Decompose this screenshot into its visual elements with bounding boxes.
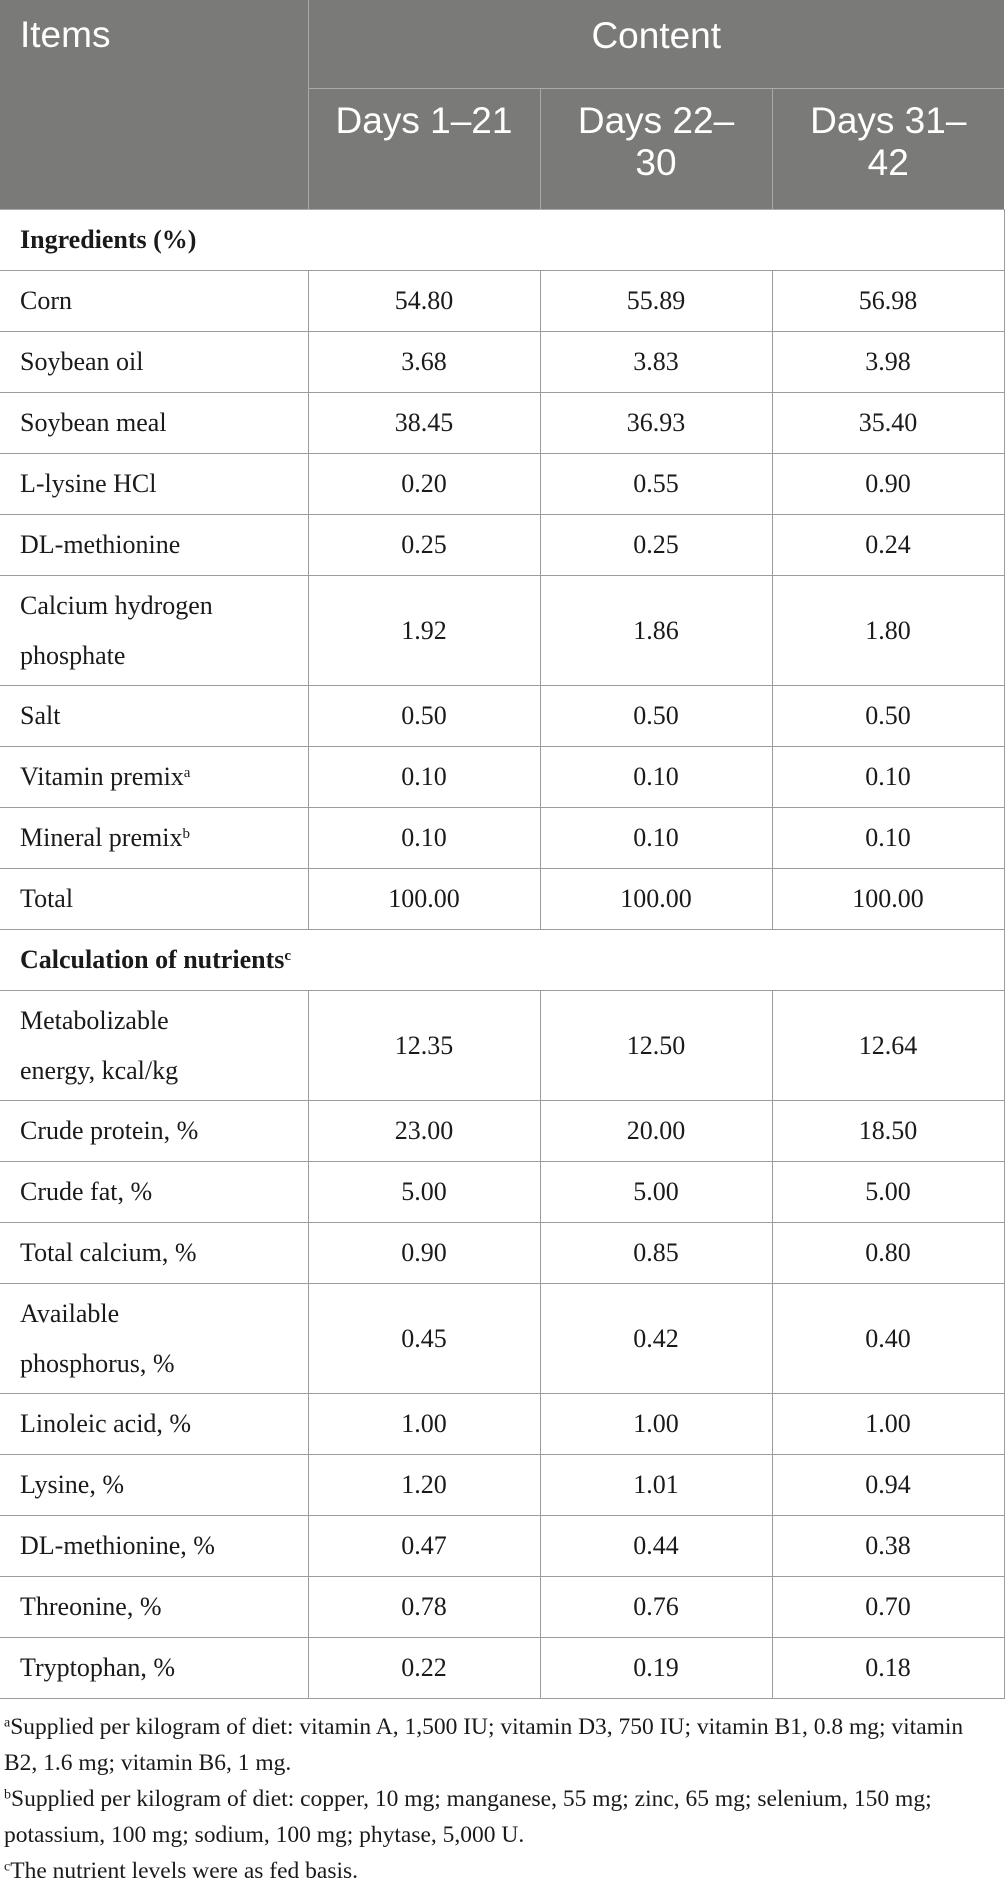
nutrient-row-value-period-2: 12.50 (540, 991, 772, 1101)
footnote-text: Supplied per kilogram of diet: copper, 10 mg; manganese, 55 mg; zinc, 65 mg; selenium, 150 mg; potassium, 100 mg; sodium, 100 mg; phytase, 5,000 U. (4, 1786, 932, 1848)
nutrient-row-value-period-3: 1.00 (772, 1394, 1004, 1455)
ingredient-row-value-period-2: 55.89 (540, 271, 772, 332)
nutrient-row (0, 1284, 1004, 1394)
ingredient-row (0, 808, 1004, 869)
ingredient-row-value-period-1: 3.68 (308, 332, 540, 393)
nutrient-row-value-period-3: 12.64 (772, 991, 1004, 1101)
footnote-text: The nutrient levels were as fed basis. (10, 1858, 359, 1884)
ingredient-row-label (0, 576, 308, 686)
nutrient-row-value-period-3: 0.70 (772, 1577, 1004, 1638)
nutrient-row-value-period-2: 5.00 (540, 1162, 772, 1223)
nutrient-row-name: Tryptophan, % (20, 1653, 176, 1682)
nutrient-row-value-period-1: 5.00 (308, 1162, 540, 1223)
nutrients-section-label: Calculation of nutrients (20, 945, 285, 974)
header-period-1: Days 1–21 (308, 89, 540, 210)
nutrients-section-heading (0, 930, 1004, 991)
footnote-b (4, 1781, 994, 1853)
ingredient-row-value-period-2: 0.10 (540, 747, 772, 808)
nutrient-row (0, 1577, 1004, 1638)
nutrient-row-value-period-2: 0.44 (540, 1516, 772, 1577)
ingredient-row-label (0, 747, 308, 808)
nutrient-row-value-period-1: 0.47 (308, 1516, 540, 1577)
nutrient-row-value-period-2: 1.00 (540, 1394, 772, 1455)
nutrient-row-value-period-2: 0.19 (540, 1638, 772, 1699)
header-content: Content (308, 0, 1004, 89)
nutrient-row-value-period-1: 1.00 (308, 1394, 540, 1455)
ingredient-row-footnote-mark: a (183, 764, 191, 781)
nutrient-row-value-period-3: 5.00 (772, 1162, 1004, 1223)
ingredient-row-value-period-2: 0.25 (540, 515, 772, 576)
nutrient-row (0, 1101, 1004, 1162)
ingredient-row-value-period-3: 3.98 (772, 332, 1004, 393)
nutrient-row-label (0, 1223, 308, 1284)
footnotes (0, 1699, 998, 1889)
ingredient-row-footnote-mark: b (182, 825, 190, 842)
table-body (0, 210, 1004, 1699)
nutrient-row-label (0, 1516, 308, 1577)
ingredient-row-value-period-3: 0.90 (772, 454, 1004, 515)
ingredients-section-heading (0, 210, 1004, 271)
ingredient-row-label (0, 686, 308, 747)
ingredient-row-value-period-1: 38.45 (308, 393, 540, 454)
nutrient-row-value-period-1: 1.20 (308, 1455, 540, 1516)
ingredient-row-value-period-1: 0.10 (308, 808, 540, 869)
nutrient-row-name: Total calcium, % (20, 1238, 197, 1267)
ingredient-row-value-period-2: 3.83 (540, 332, 772, 393)
ingredient-row-value-period-2: 36.93 (540, 393, 772, 454)
ingredient-row-name: Vitamin premix (20, 762, 184, 791)
nutrient-row-value-period-3: 0.18 (772, 1638, 1004, 1699)
ingredient-row-value-period-3: 35.40 (772, 393, 1004, 454)
ingredient-row-label (0, 808, 308, 869)
ingredients-section-label: Ingredients (%) (20, 225, 197, 254)
nutrient-row-name: Crude protein, % (20, 1116, 199, 1145)
ingredient-row-label (0, 332, 308, 393)
nutrient-row-name: DL-methionine, % (20, 1531, 215, 1560)
ingredient-row-value-period-1: 0.10 (308, 747, 540, 808)
ingredient-row-name: DL-methionine (20, 530, 181, 559)
ingredient-row-value-period-1: 54.80 (308, 271, 540, 332)
ingredient-row (0, 576, 1004, 686)
ingredient-row-value-period-2: 1.86 (540, 576, 772, 686)
nutrient-row-value-period-2: 0.76 (540, 1577, 772, 1638)
nutrient-row-label (0, 1284, 308, 1394)
ingredient-row-value-period-3: 0.50 (772, 686, 1004, 747)
nutrient-row (0, 1394, 1004, 1455)
nutrient-row-value-period-2: 1.01 (540, 1455, 772, 1516)
footnote-mark: b (4, 1787, 11, 1803)
ingredient-row-label (0, 393, 308, 454)
nutrient-row-value-period-3: 0.40 (772, 1284, 1004, 1394)
nutrients-section-footnote-mark: c (284, 947, 292, 964)
ingredient-row-label (0, 271, 308, 332)
ingredient-row (0, 747, 1004, 808)
nutrient-row-value-period-1: 0.22 (308, 1638, 540, 1699)
ingredient-row-value-period-2: 0.50 (540, 686, 772, 747)
nutrient-row-label (0, 1577, 308, 1638)
header-items: Items (0, 0, 308, 210)
nutrient-row-value-period-3: 0.94 (772, 1455, 1004, 1516)
ingredient-row (0, 393, 1004, 454)
ingredient-row-name: Mineral premix (20, 823, 183, 852)
ingredient-row-name: L-lysine HCl (20, 469, 157, 498)
ingredient-row-value-period-1: 1.92 (308, 576, 540, 686)
footnote-text: Supplied per kilogram of diet: vitamin A, 1,500 IU; vitamin D3, 750 IU; vitamin B1, 0.8 mg; vitamin B2, 1.6 mg; vitamin B6, 1 mg. (4, 1714, 964, 1776)
nutrient-row-value-period-1: 12.35 (308, 991, 540, 1101)
nutrient-row-label (0, 1394, 308, 1455)
table-header (0, 0, 1004, 210)
ingredient-row-name: Total (20, 884, 74, 913)
nutrient-row-label (0, 991, 308, 1101)
ingredient-row-value-period-1: 0.50 (308, 686, 540, 747)
nutrient-row-value-period-1: 0.90 (308, 1223, 540, 1284)
ingredient-row-label (0, 869, 308, 930)
ingredient-row-value-period-2: 0.55 (540, 454, 772, 515)
nutrients-section-row (0, 930, 1004, 991)
ingredient-row-name: Salt (20, 701, 61, 730)
ingredient-row-name: Soybean meal (20, 408, 167, 437)
ingredient-row-value-period-2: 0.10 (540, 808, 772, 869)
footnote-mark: c (4, 1859, 11, 1875)
nutrient-row (0, 1455, 1004, 1516)
nutrient-row-value-period-2: 20.00 (540, 1101, 772, 1162)
ingredient-row-value-period-3: 100.00 (772, 869, 1004, 930)
nutrient-row-name: Threonine, % (20, 1592, 162, 1621)
nutrient-row (0, 1162, 1004, 1223)
ingredients-section-row (0, 210, 1004, 271)
nutrient-row-value-period-1: 0.45 (308, 1284, 540, 1394)
nutrient-row (0, 1638, 1004, 1699)
ingredient-row-value-period-3: 0.10 (772, 808, 1004, 869)
nutrient-row (0, 1223, 1004, 1284)
ingredient-row-value-period-3: 0.10 (772, 747, 1004, 808)
nutrient-row-value-period-1: 0.78 (308, 1577, 540, 1638)
nutrient-row-label (0, 1455, 308, 1516)
nutrient-row-label (0, 1101, 308, 1162)
ingredient-row (0, 271, 1004, 332)
ingredient-row (0, 686, 1004, 747)
nutrient-row (0, 1516, 1004, 1577)
ingredient-row-value-period-1: 0.20 (308, 454, 540, 515)
footnote-a (4, 1709, 994, 1781)
nutrient-row-value-period-3: 0.80 (772, 1223, 1004, 1284)
ingredient-row (0, 454, 1004, 515)
nutrient-row (0, 991, 1004, 1101)
ingredient-row-value-period-3: 1.80 (772, 576, 1004, 686)
ingredient-row-name: Corn (20, 286, 72, 315)
nutrient-row-name: Lysine, % (20, 1470, 124, 1499)
ingredient-row-label (0, 515, 308, 576)
nutrient-row-value-period-3: 0.38 (772, 1516, 1004, 1577)
nutrient-row-name: Crude fat, % (20, 1177, 153, 1206)
ingredient-row (0, 869, 1004, 930)
nutrient-row-value-period-2: 0.42 (540, 1284, 772, 1394)
ingredient-row (0, 332, 1004, 393)
ingredient-row (0, 515, 1004, 576)
nutrient-row-name: Linoleic acid, % (20, 1409, 192, 1438)
ingredient-row-label (0, 454, 308, 515)
header-period-3: Days 31–42 (772, 89, 1004, 210)
header-period-2: Days 22–30 (540, 89, 772, 210)
ingredient-row-name: Soybean oil (20, 347, 144, 376)
nutrient-row-label (0, 1638, 308, 1699)
nutrient-row-value-period-2: 0.85 (540, 1223, 772, 1284)
ingredient-row-value-period-3: 56.98 (772, 271, 1004, 332)
ingredient-row-value-period-1: 0.25 (308, 515, 540, 576)
ingredient-row-value-period-2: 100.00 (540, 869, 772, 930)
ingredient-row-value-period-1: 100.00 (308, 869, 540, 930)
nutrient-row-name: Metabolizable energy, kcal/kg (20, 1005, 179, 1085)
footnote-c (4, 1853, 994, 1889)
nutrient-row-name: Available phosphorus, % (20, 1298, 175, 1378)
nutrient-row-label (0, 1162, 308, 1223)
nutrient-row-value-period-3: 18.50 (772, 1101, 1004, 1162)
nutrient-row-value-period-1: 23.00 (308, 1101, 540, 1162)
footnote-mark: a (4, 1715, 11, 1731)
ingredient-row-name: Calcium hydrogen phosphate (20, 590, 213, 670)
ingredient-row-value-period-3: 0.24 (772, 515, 1004, 576)
